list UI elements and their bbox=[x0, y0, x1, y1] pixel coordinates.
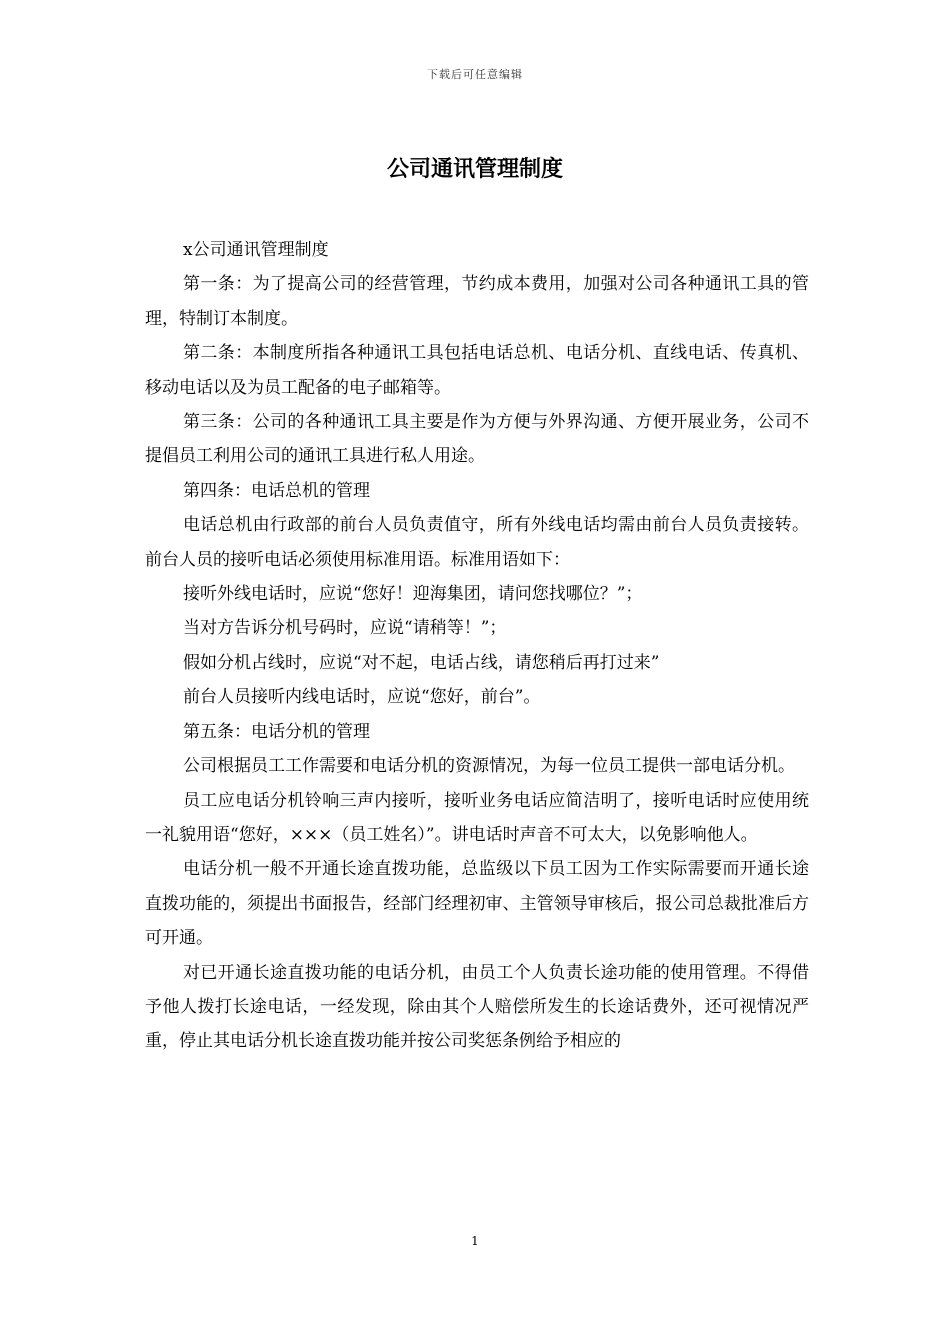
paragraph-intro: x公司通讯管理制度 bbox=[183, 240, 329, 260]
paragraph-greeting-busy: 假如分机占线时，应说“对不起，电话占线，请您稍后再打过来” bbox=[183, 652, 660, 673]
paragraph-article-1: 第一条：为了提高公司的经营管理，节约成本费用，加强对公司各种通讯工具的管理，特制订本制度。 bbox=[145, 274, 809, 329]
document-title: 公司通讯管理制度 bbox=[386, 157, 563, 182]
paragraph-long-distance-approval: 电话分机一般不开通长途直拨功能，总监级以下员工因为工作实际需要而开通长途直拨功能的，须提出书面报告，经部门经理初审、主管领导审核后，报公司总裁批准后方可开通。 bbox=[145, 859, 809, 949]
paragraph-greeting-internal: 前台人员接听内线电话时，应说“您好，前台”。 bbox=[183, 687, 541, 708]
paragraph-greeting-extension: 当对方告诉分机号码时，应说“请稍等！”； bbox=[183, 618, 507, 639]
paragraph-article-4-heading: 第四条：电话总机的管理 bbox=[183, 480, 370, 501]
header-note: 下载后可任意编辑 bbox=[427, 68, 523, 81]
page-number: 1 bbox=[471, 1234, 479, 1248]
document-body bbox=[145, 233, 809, 1059]
paragraph-extension-etiquette: 员工应电话分机铃响三声内接听，接听业务电话应简洁明了，接听电话时应使用统一礼貌用语“您好，×××（员工姓名）”。讲电话时声音不可太大，以免影响他人。 bbox=[145, 790, 809, 845]
paragraph-article-3: 第三条：公司的各种通讯工具主要是作为方便与外界沟通、方便开展业务，公司不提倡员工利用公司的通讯工具进行私人用途。 bbox=[145, 412, 809, 467]
paragraph-extension-allocation: 公司根据员工工作需要和电话分机的资源情况，为每一位员工提供一部电话分机。 bbox=[183, 756, 795, 777]
paragraph-greeting-external: 接听外线电话时，应说“您好！迎海集团，请问您找哪位？”； bbox=[183, 584, 643, 605]
paragraph-article-2: 第二条：本制度所指各种通讯工具包括电话总机、电话分机、直线电话、传真机、移动电话以及为员工配备的电子邮箱等。 bbox=[145, 343, 809, 398]
paragraph-switchboard-duty: 电话总机由行政部的前台人员负责值守，所有外线电话均需由前台人员负责接转。前台人员的接听电话必须使用标准用语。标准用语如下： bbox=[145, 515, 809, 570]
paragraph-article-5-heading: 第五条：电话分机的管理 bbox=[183, 721, 370, 742]
paragraph-long-distance-usage: 对已开通长途直拨功能的电话分机，由员工个人负责长途功能的使用管理。不得借予他人拨打长途电话，一经发现，除由其个人赔偿所发生的长途话费外，还可视情况严重，停止其电话分机长途直拨功能并按公司奖惩条例给予相应的 bbox=[145, 962, 809, 1052]
